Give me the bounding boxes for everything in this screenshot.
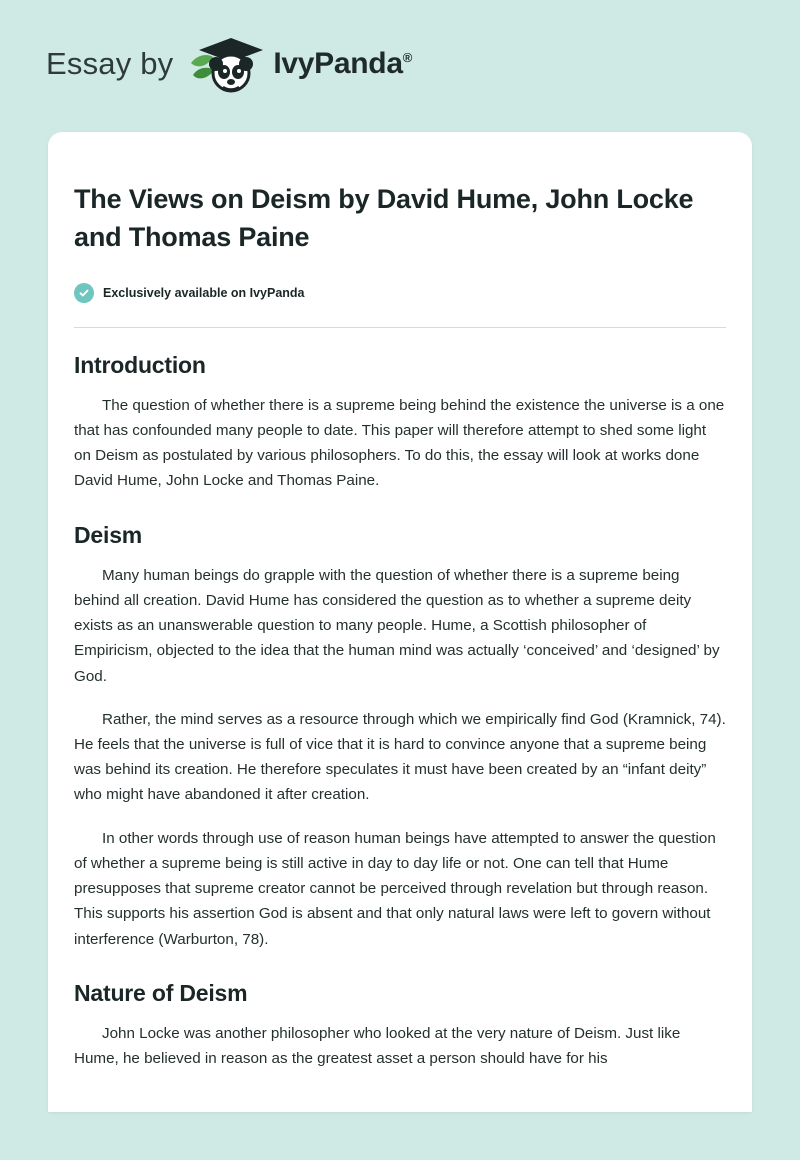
essay-by-label: Essay by [46,46,174,81]
paragraph: The question of whether there is a supreme being behind the existence the universe is a one that has confounded many people to date. This paper will therefore attempt to shed some light on Deism as postulated by various philosophers. To do this, the essay will look at works done David Hume, John Locke and Thomas Paine. [74,396,725,490]
exclusive-badge [74,283,726,303]
brand-registered-mark: ® [402,50,412,65]
section-heading-deism: Deism [74,521,143,548]
title-divider [74,327,726,328]
brand [46,33,412,95]
paragraph: In other words through use of reason human beings have attempted to answer the question of whether a supreme being is still active in day to day life or not. One can tell that Hume presupposes that supreme creator cannot be perceived through revelation but through reason. This supports his assertion God is absent and that only natural laws were left to govern without interference (Warburton, 78). [74,829,716,948]
paragraph: Rather, the mind serves as a resource through which we empirically find God (Kramnick, 74). He feels that the universe is full of vice that it is hard to convince anyone that a supreme being was behind its creation. He therefore speculates it must have been created by an “infant deity” who might have abandoned it after creation. [74,710,726,804]
panda-graduate-logo-icon [183,33,269,95]
section-heading-nature-of-deism: Nature of Deism [74,979,248,1006]
brand-name [273,47,412,81]
brand-logo[interactable] [183,33,412,95]
section-heading-introduction: Introduction [74,351,206,378]
page-header [0,0,800,128]
brand-name-text: IvyPanda [273,47,403,80]
page-title: The Views on Deism by David Hume, John Locke and Thomas Paine [74,184,694,253]
exclusive-badge-label: Exclusively available on IvyPanda [103,285,305,300]
document-card [48,132,752,1112]
paragraph: John Locke was another philosopher who looked at the very nature of Deism. Just like Hume, he believed in reason as the greatest asset a person should have for his [74,1024,681,1068]
paragraph: Many human beings do grapple with the question of whether there is a supreme being behind all creation. David Hume has considered the question as to whether a supreme deity exists as an unanswerable question to many people. Hume, a Scottish philosopher of Empiricism, objected to the idea that the human mind was actually ‘conceived’ and ‘designed’ by God. [74,566,720,685]
check-circle-icon [74,283,94,303]
